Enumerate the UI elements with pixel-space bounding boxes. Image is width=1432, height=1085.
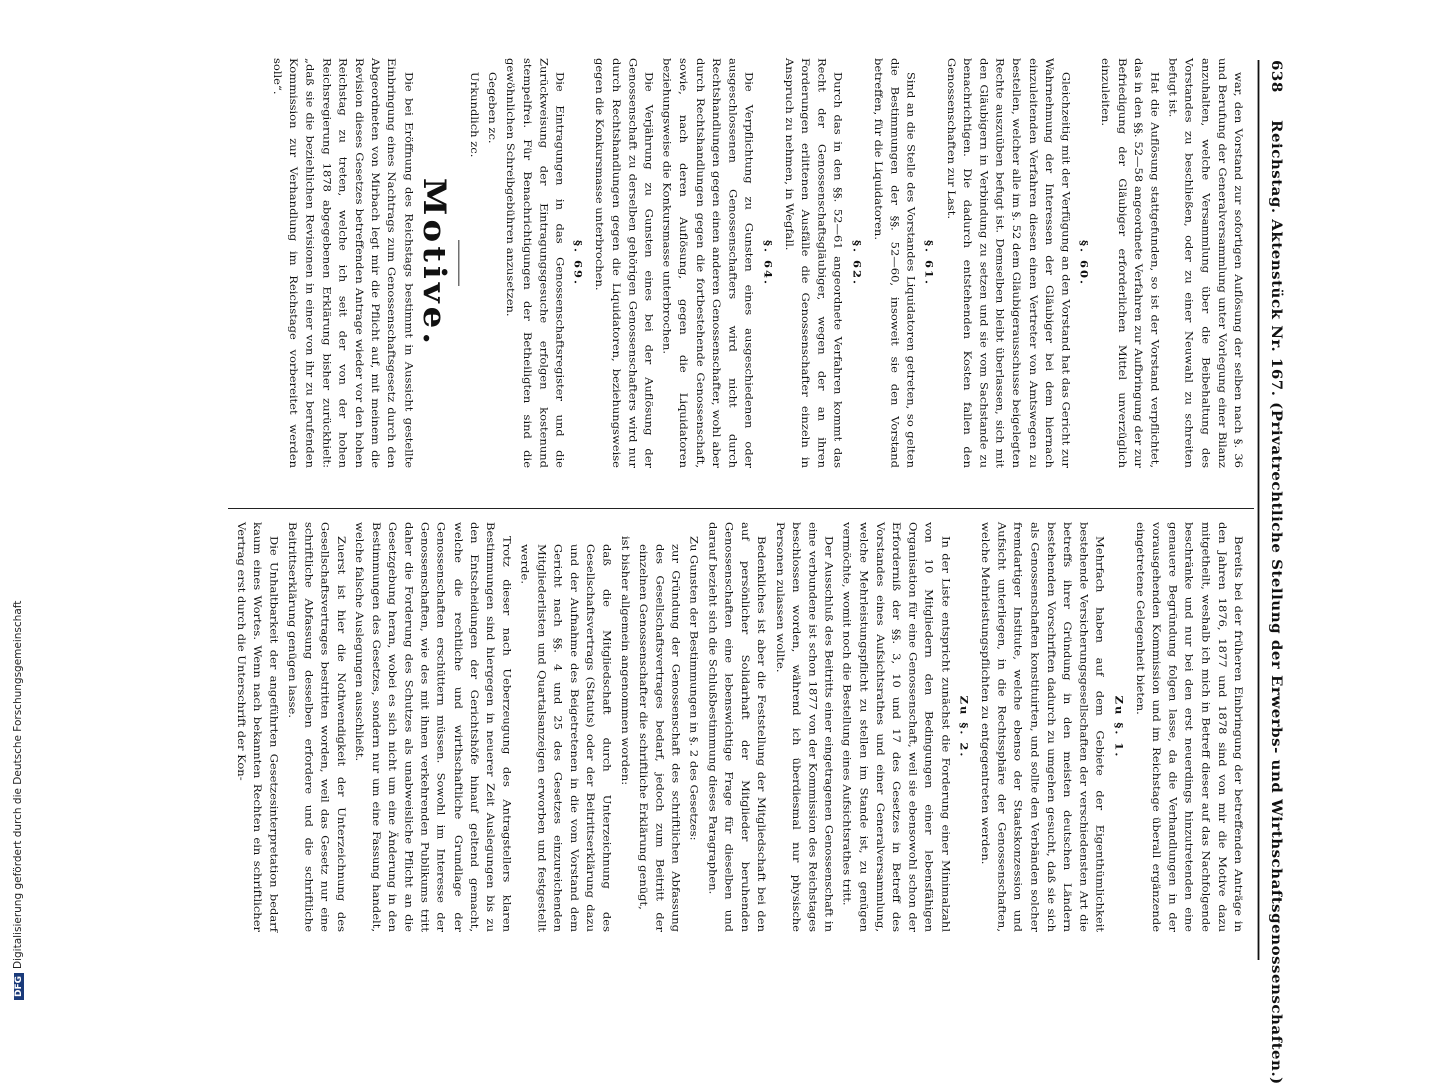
left-column (267, 58, 1246, 468)
section-heading: §. 69. (572, 239, 585, 287)
paragraph: Der Ausschluß des Beitritts einer eingetragenen Genossenschaft in eine verbundene ist schon 1877 von der Kommission des Reichstages beschlossen worden, während ich überdiesmal nur physische Personen zulassen wollte. (773, 522, 836, 932)
separator-rule (458, 240, 459, 286)
section-heading: §. 62. (850, 239, 863, 287)
page-header (1259, 60, 1290, 1085)
paragraph: Die Verjährung zu Gunsten eines bei der Auflösung der Genossenschaft zu derselben gehörigen Genossenschafters wird nur durch Rechtshandlungen gegen die Liquidatoren, beziehungsweise gegen die Konkursmasse unterbrochen. (593, 58, 656, 468)
paragraph: Bereits bei der früheren Einbringung der betreffenden Anträge in den Jahren 1876, 1877 und 1878 sind von mir die Motive dazu mitgetheilt, weshalb ich mich in Betreff dieser auf das Nachfolgende beschränke und nur bei den erst neuerdings hinzutretenden eine genauere Begründung folgen lasse, da die Verhandlungen in der vorausgehenden Kommission und im Reichstage überall ergänzende eingetretene Gelegenheit bieten. (1134, 522, 1245, 932)
motive-heading: Motive. (415, 177, 452, 349)
header-title: Reichstag. Aktenstück Nr. 167. (Privatrechtliche Stellung der Erwerbs- und Wirthschaftsgenossenschaften.) (1268, 120, 1285, 1085)
paragraph: Die Eintragungen in das Genossenschaftsregister und die Zurückweisung der Eintragungsgesuche erfolgen kostenund stempelfrei. Für Benachrichtigungen der Betheiligten sind die gewöhnlichen Schreibgebühren anzusetzen. (504, 58, 567, 468)
section-heading: §. 61. (923, 239, 936, 287)
section-heading: §. 64. (761, 239, 774, 287)
paragraph: Mehrfach haben auf dem Gebiete der Eigenthümlichkeit bestehende Versicherungsgesellschaften der verschiedensten Art die betreffs ihrer Gründung in den meisten deutschen Ländern bestehenden Vorschriften dadurch zu umgehen gesucht, daß sie sich als Genossenschaften konstituirten, und sollte den Verbänden solcher fremdartiger Institute, welche ebenso der Staatskonzession und Aufsicht unterliegen, in die Rechtssphäre der Genossenschaften, welche Mehrleistungspflichten zu entgegentreten werden. (979, 522, 1107, 932)
digitization-credit (12, 580, 28, 1000)
paragraph: Die Verpflichtung zu Gunsten eines ausgeschiedenen oder ausgeschlossenen Genossenschafters wird nicht durch Rechtshandlungen gegen einen anderen Genossenschafter, wohl aber durch Rechtshandlungen gegen die fortbestehende Genossenschaft, sowie, nach deren Auflösung, gegen die Liquidatoren beziehungsweise die Konkursmasse unterbrochen. (661, 58, 756, 468)
paragraph: war, den Vorstand zur sofortigen Auflösung der selben nach §. 36 und Berufung der Generalversammlung unter Vorlegung einer Bilanz anzuhalten, welche Versammlung über die Beibehaltung des Vorstandes zu beschließen, oder zu einer Neuwahl zu schreiten befugt ist. (1166, 58, 1245, 468)
given-line: Gegeben zc. (486, 72, 500, 144)
column-divider (228, 508, 1254, 509)
paragraph: Die Unhaltbarkeit der angeführten Gesetzesinterpretation bedarf kaum eines Wortes. Wenn nach bekannten Rechten ein schriftlicher Vertrag erst durch die Unterschrift der Kon- (235, 522, 281, 932)
credit-text: Digitalisierung gefördert durch die Deutsche Forschungsgemeinschaft (12, 600, 24, 969)
signature-line: Urkundlich zc. (468, 72, 481, 158)
page-number: 638 (1268, 60, 1285, 93)
quoted-provision: daß die Mitgliedschaft durch Unterzeichnung des Gesellschaftsvertrags (Statuts) oder der Beitrittserklärung dazu und der Aufnahme des Beigetretenen in die vom Vorstand dem Gericht nach §§. 4 und 25 des Gesetzes einzureichenden Mitgliederlisten und Quartalsanzeigen erworben und festgestellt werde. (519, 544, 614, 932)
paragraph: Sind an die Stelle des Vorstandes Liquidatoren getreten, so gelten die Bestimmungen der §§. 52—60, insoweit sie den Vorstand betreffen, für die Liquidatoren. (872, 58, 918, 468)
paragraph: ist bisher allgemein angenommen worden: (619, 536, 632, 786)
section-heading: Zu §. 2. (957, 695, 971, 759)
section-heading: §. 60. (1077, 239, 1091, 287)
paragraph: Zu Gunsten der Bestimmungen in §. 2 des Gesetzes: (688, 536, 701, 841)
section-heading: Zu §. 1. (1112, 695, 1125, 759)
paragraph: Zuerst ist hier die Nothwendigkeit der Unterzeichnung des Gesellschaftsvertrages bestritten worden, weil das Gesetz nur eine schriftliche Abfassung desselben erfordere und die schriftliche Beitrittserklärung genügen lasse. (286, 522, 348, 932)
dfg-logo: DFG (14, 973, 24, 1000)
paragraph: Trotz dieser nach Ueberzeugung des Antragstellers klaren Bestimmungen sind hiergegen in neuerer Zeit Auslegungen bis zu den Entscheidungen der Gerichtshöfe hinauf geltend gemacht, welche die rechtliche und wirthschaftliche Grundlage der Genossenschaften erschüttern müssen. Sowohl im Interesse der Genossenschaften, wie des mit ihnen verkehrenden Publikums tritt daher die Forderung des Schutzes als unabweisliche Pflicht an die Gesetzgebung heran, wobei es sich nicht um eine Änderung in den Bestimmungen des Gesetzes, sondern nur um eine Fassung handelt, welche falsche Auslegungen ausschließt. (353, 522, 514, 932)
header-rule (1258, 60, 1260, 960)
paragraph: Bedenkliches ist aber die Feststellung der Mitgliedschaft bei den auf persönlicher Solidarhaft der Mitglieder beruhenden Genossenschaften eine lebenswichtige Frage für dieselben und darauf bezieht sich die Schlußbestimmung dieses Paragraphen. (706, 522, 769, 932)
paragraph: Die bei Eröffnung des Reichstags bestimmt in Aussicht gestellte Einbringung eines Nachtrags zum Genossenschaftsgesetz durch den Abgeordneten von Mirbach legt mir die Pflicht auf, mit meinem die Revision dieses Gesetzes betreffenden Antrage wieder vor den hohen Reichstag zu treten, welche ich seit der von der hohen Reichsregierung 1878 abgegebenen Erklärung bisher zurückhielt: „daß sie die beziehlichen Revisionen in einer von ihr zu berufenden Kommission zur Verhandlung im Reichstage vorbereitet werden solle“. (271, 58, 415, 468)
quoted-provision: zur Gründung der Genossenschaft des schriftlichen Abfassung des Gesellschaftsvertrages bedarf, jedoch zum Beitritt der einzelnen Genossenschafter die schriftliche Erklärung genügt, (637, 544, 683, 932)
paragraph: In der Liste entspricht zunächst die Forderung einer Minimalzahl von 10 Mitgliedern den Bedingungen einer lebensfähigen Organisation für eine Genossenschaft, weil sie ebensowohl schon der Erforderniß der §§. 3, 10 und 17 des Gesetzes in Betreff des Vorstandes eines Aufsichtsrathes und einer Generalversammlung, welche Mehrleistungspflicht zu stellen im Stande ist, zu genügen vermöchte, womit noch die Bestellung eines Aufsichtsrathes tritt. (841, 522, 953, 932)
paragraph: Hat die Auflösung stattgefunden, so ist der Vorstand verpflichtet, das in den §§. 52—58 angeordnete Verfahren zur Aufbringung der zur Befriedigung der Gläubiger erforderlichen Mittel unverzüglich einzuleiten. (1099, 58, 1162, 468)
right-column (231, 522, 1246, 932)
scanned-page (1, 0, 1290, 1085)
paragraph: Durch das in den §§. 52—61 angeordnete Verfahren kommt das Recht der Genossenschaftsgläubiger, wegen der an ihren Forderungen erlittenen Ausfälle die Genossenschafter einzeln in Anspruch zu nehmen, in Wegfall. (783, 58, 845, 468)
paragraph: Gleichzeitig mit der Verfügung an den Vorstand hat das Gericht zur Wahrnehmung der Interessen der Gläubiger bei dem hiernach einzuleitenden Verfahren diesen einen Vertreter von Amtswegen zu bestellen, welcher alle im §. 52 dem Gläubigerausschusse beigelegten Rechte auszuüben befugt ist. Demselben bleibt überlassen, sich mit den Gläubigern in Verbindung zu setzen und sie vom Sachstande zu benachrichtigen. Die dadurch entstehenden Kosten fallen den Genossenschaften zur Last. (944, 58, 1073, 468)
